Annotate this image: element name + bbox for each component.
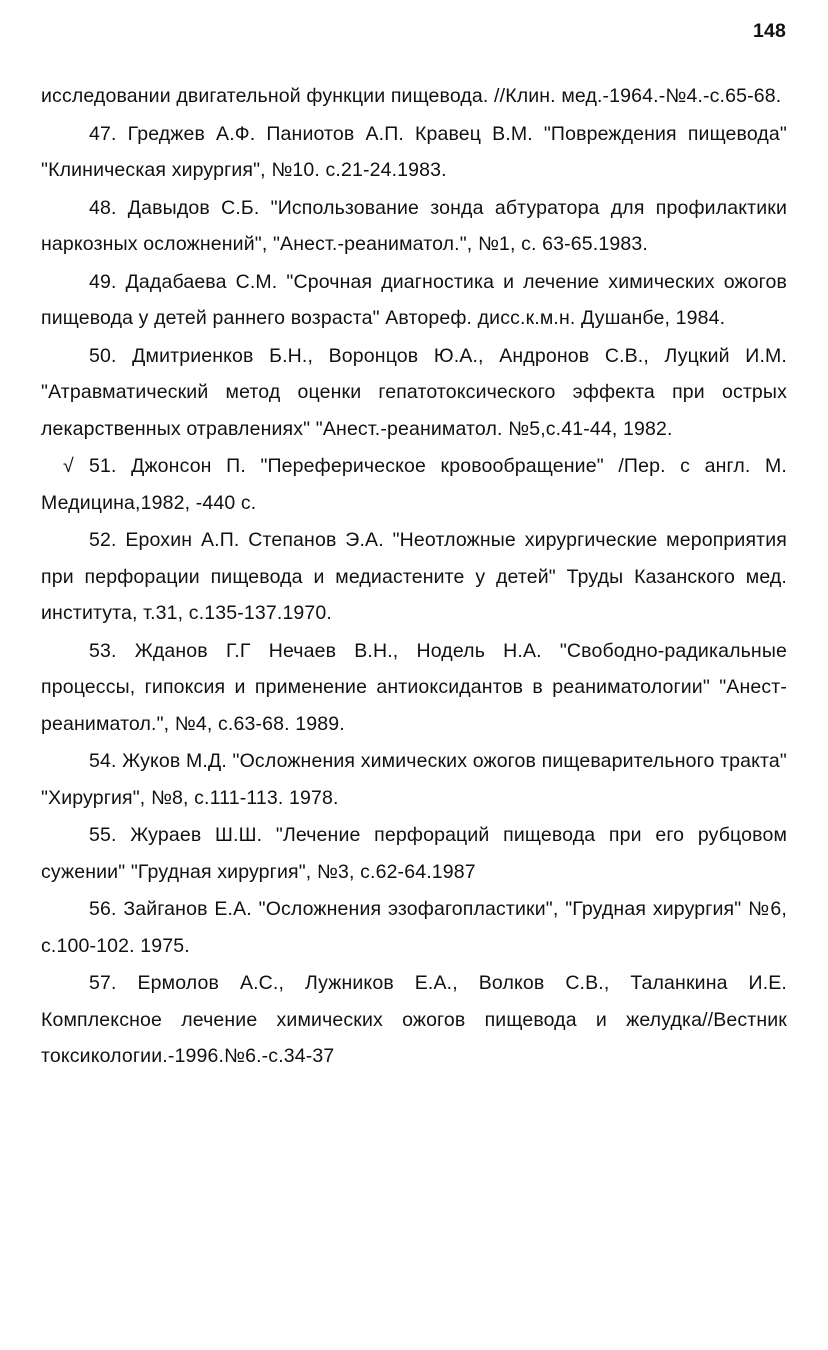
reference-item-51 <box>41 448 787 521</box>
reference-item-51-text: 51. Джонсон П. "Переферическое кровообращение" /Пер. с англ. М. Медицина,1982, -440 с. <box>41 455 787 514</box>
reference-item-47: 47. Греджев А.Ф. Паниотов А.П. Кравец В.М. "Повреждения пищевода" "Клиническая хирургия", №10. с.21-24.1983. <box>41 122 787 181</box>
reference-item-55: 55. Жураев Ш.Ш. "Лечение перфораций пищевода при его рубцовом сужении" "Грудная хирургия", №3, с.62-64.1987 <box>41 824 787 883</box>
page-number: 148 <box>753 20 786 42</box>
reference-item-54: 54. Жуков М.Д. "Осложнения химических ожогов пищеварительного тракта" "Хирургия", №8, с.111-113. 1978. <box>41 750 787 809</box>
reference-list <box>41 78 787 1076</box>
reference-item-57: 57. Ермолов А.С., Лужников Е.А., Волков С.В., Таланкина И.Е. Комплексное лечение химических ожогов пищевода и желудка//Вестник токсикологии.-1996.№6.-с.34-37 <box>41 972 787 1067</box>
reference-continuation: исследовании двигательной функции пищевода. //Клин. мед.-1964.-№4.-с.65-68. <box>41 85 782 107</box>
reference-item-48: 48. Давыдов С.Б. "Использование зонда абтуратора для профилактики наркозных осложнений", "Анест.-реаниматол.", №1, с. 63-65.1983. <box>41 196 787 255</box>
reference-item-53: 53. Жданов Г.Г Нечаев В.Н., Нодель Н.А. "Свободно-радикальные процессы, гипоксия и применение антиоксидантов в реаниматологии" "Анест-реаниматол.", №4, с.63-68. 1989. <box>41 639 787 735</box>
reference-item-56: 56. Зайганов Е.А. "Осложнения эзофагопластики", "Грудная хирургия" №6, с.100-102. 1975. <box>41 898 787 957</box>
reference-item-49: 49. Дадабаева С.М. "Срочная диагностика и лечение химических ожогов пищевода у детей раннего возраста" Автореф. дисс.к.м.н. Душанбе, 1984. <box>41 270 787 329</box>
handwritten-check-mark: √ <box>63 455 74 477</box>
reference-item-52: 52. Ерохин А.П. Степанов Э.А. "Неотложные хирургические мероприятия при перфорации пищевода и медиастените у детей" Труды Казанского мед. института, т.31, с.135-137.1970. <box>41 529 787 624</box>
reference-item-50: 50. Дмитриенков Б.Н., Воронцов Ю.А., Андронов С.В., Луцкий И.М. "Атравматический метод оценки гепатотоксического эффекта при острых лекарственных отравлениях" "Анест.-реаниматол. №5,с.41-44, 1982. <box>41 344 787 440</box>
